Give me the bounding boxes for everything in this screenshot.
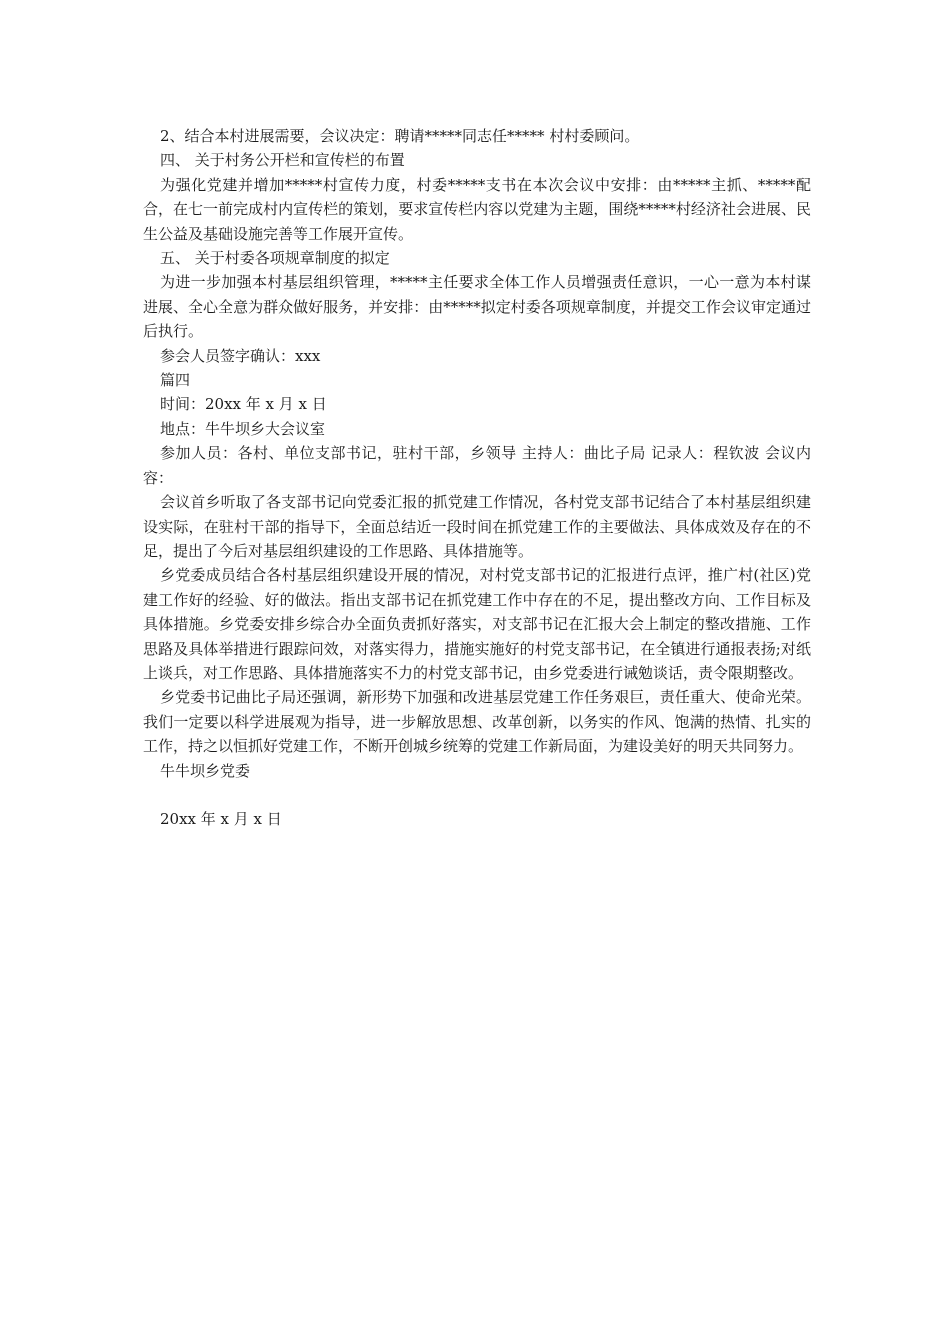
spacer	[143, 783, 811, 807]
paragraph-regulations: 为进一步加强本村基层组织管理，*****主任要求全体工作人员增强责任意识，一心一意为本村谋进展、全心全意为群众做好服务，并安排：由*****拟定村委各项规章制度，并提交工作会议审定通过后执行。	[143, 273, 811, 341]
meeting-time: 时间：20xx 年 x 月 x 日	[160, 395, 327, 414]
document-page	[143, 124, 811, 831]
paragraph-committee-review: 乡党委成员结合各村基层组织建设开展的情况，对村党支部书记的汇报进行点评，推广村(社区)党建工作好的经验、好的做法。指出支部书记在抓党建工作中存在的不足，提出整改方向、工作目标及具体措施。乡党委安排乡综合办全面负责抓好落实，对支部书记在汇报大会上制定的整改措施、工作思路及具体举措进行跟踪问效，对落实得力，措施实施好的村党支部书记，在全镇进行通报表扬;对纸上谈兵，对工作思路、具体措施落实不力的村党支部书记，由乡党委进行诫勉谈话，责令限期整改。	[143, 566, 811, 682]
issue-date: 20xx 年 x 月 x 日	[160, 809, 282, 828]
signature-confirmation: 参会人员签字确认：xxx	[160, 346, 321, 365]
paragraph-decision-advisor: 2、结合本村进展需要，会议决定：聘请*****同志任***** 村村委顾问。	[160, 127, 640, 145]
paragraph-publicity-board: 为强化党建并增加*****村宣传力度，村委*****支书在本次会议中安排：由*****主抓、*****配合，在七一前完成村内宣传栏的策划，要求宣传栏内容以党建为主题，围绕*****村经济社会进展、民生公益及基础设施完善等工作展开宣传。	[143, 175, 811, 243]
heading-section-five: 五、 关于村委各项规章制度的拟定	[160, 249, 390, 268]
issuer-name: 牛牛坝乡党委	[160, 761, 251, 780]
heading-section-four: 四、 关于村务公开栏和宣传栏的布置	[160, 151, 405, 170]
paragraph-meeting-report: 会议首乡听取了各支部书记向党委汇报的抓党建工作情况，各村党支部书记结合了本村基层组织建设实际，在驻村干部的指导下，全面总结近一段时间在抓党建工作的主要做法、具体成效及存在的不足，提出了今后对基层组织建设的工作思路、具体措施等。	[143, 493, 811, 560]
meeting-attendees: 参加人员：各村、单位支部书记，驻村干部，乡领导 主持人：曲比子局 记录人：程钦波 会议内容：	[143, 444, 811, 487]
part-four-title: 篇四	[160, 371, 191, 390]
meeting-location: 地点：牛牛坝乡大会议室	[160, 419, 326, 438]
paragraph-secretary-emphasis: 乡党委书记曲比子局还强调，新形势下加强和改进基层党建工作任务艰巨，责任重大、使命光荣。我们一定要以科学进展观为指导，进一步解放思想、改革创新，以务实的作风、饱满的热情、扎实的工作，持之以恒抓好党建工作，不断开创城乡统筹的党建工作新局面，为建设美好的明天共同努力。	[143, 688, 811, 756]
